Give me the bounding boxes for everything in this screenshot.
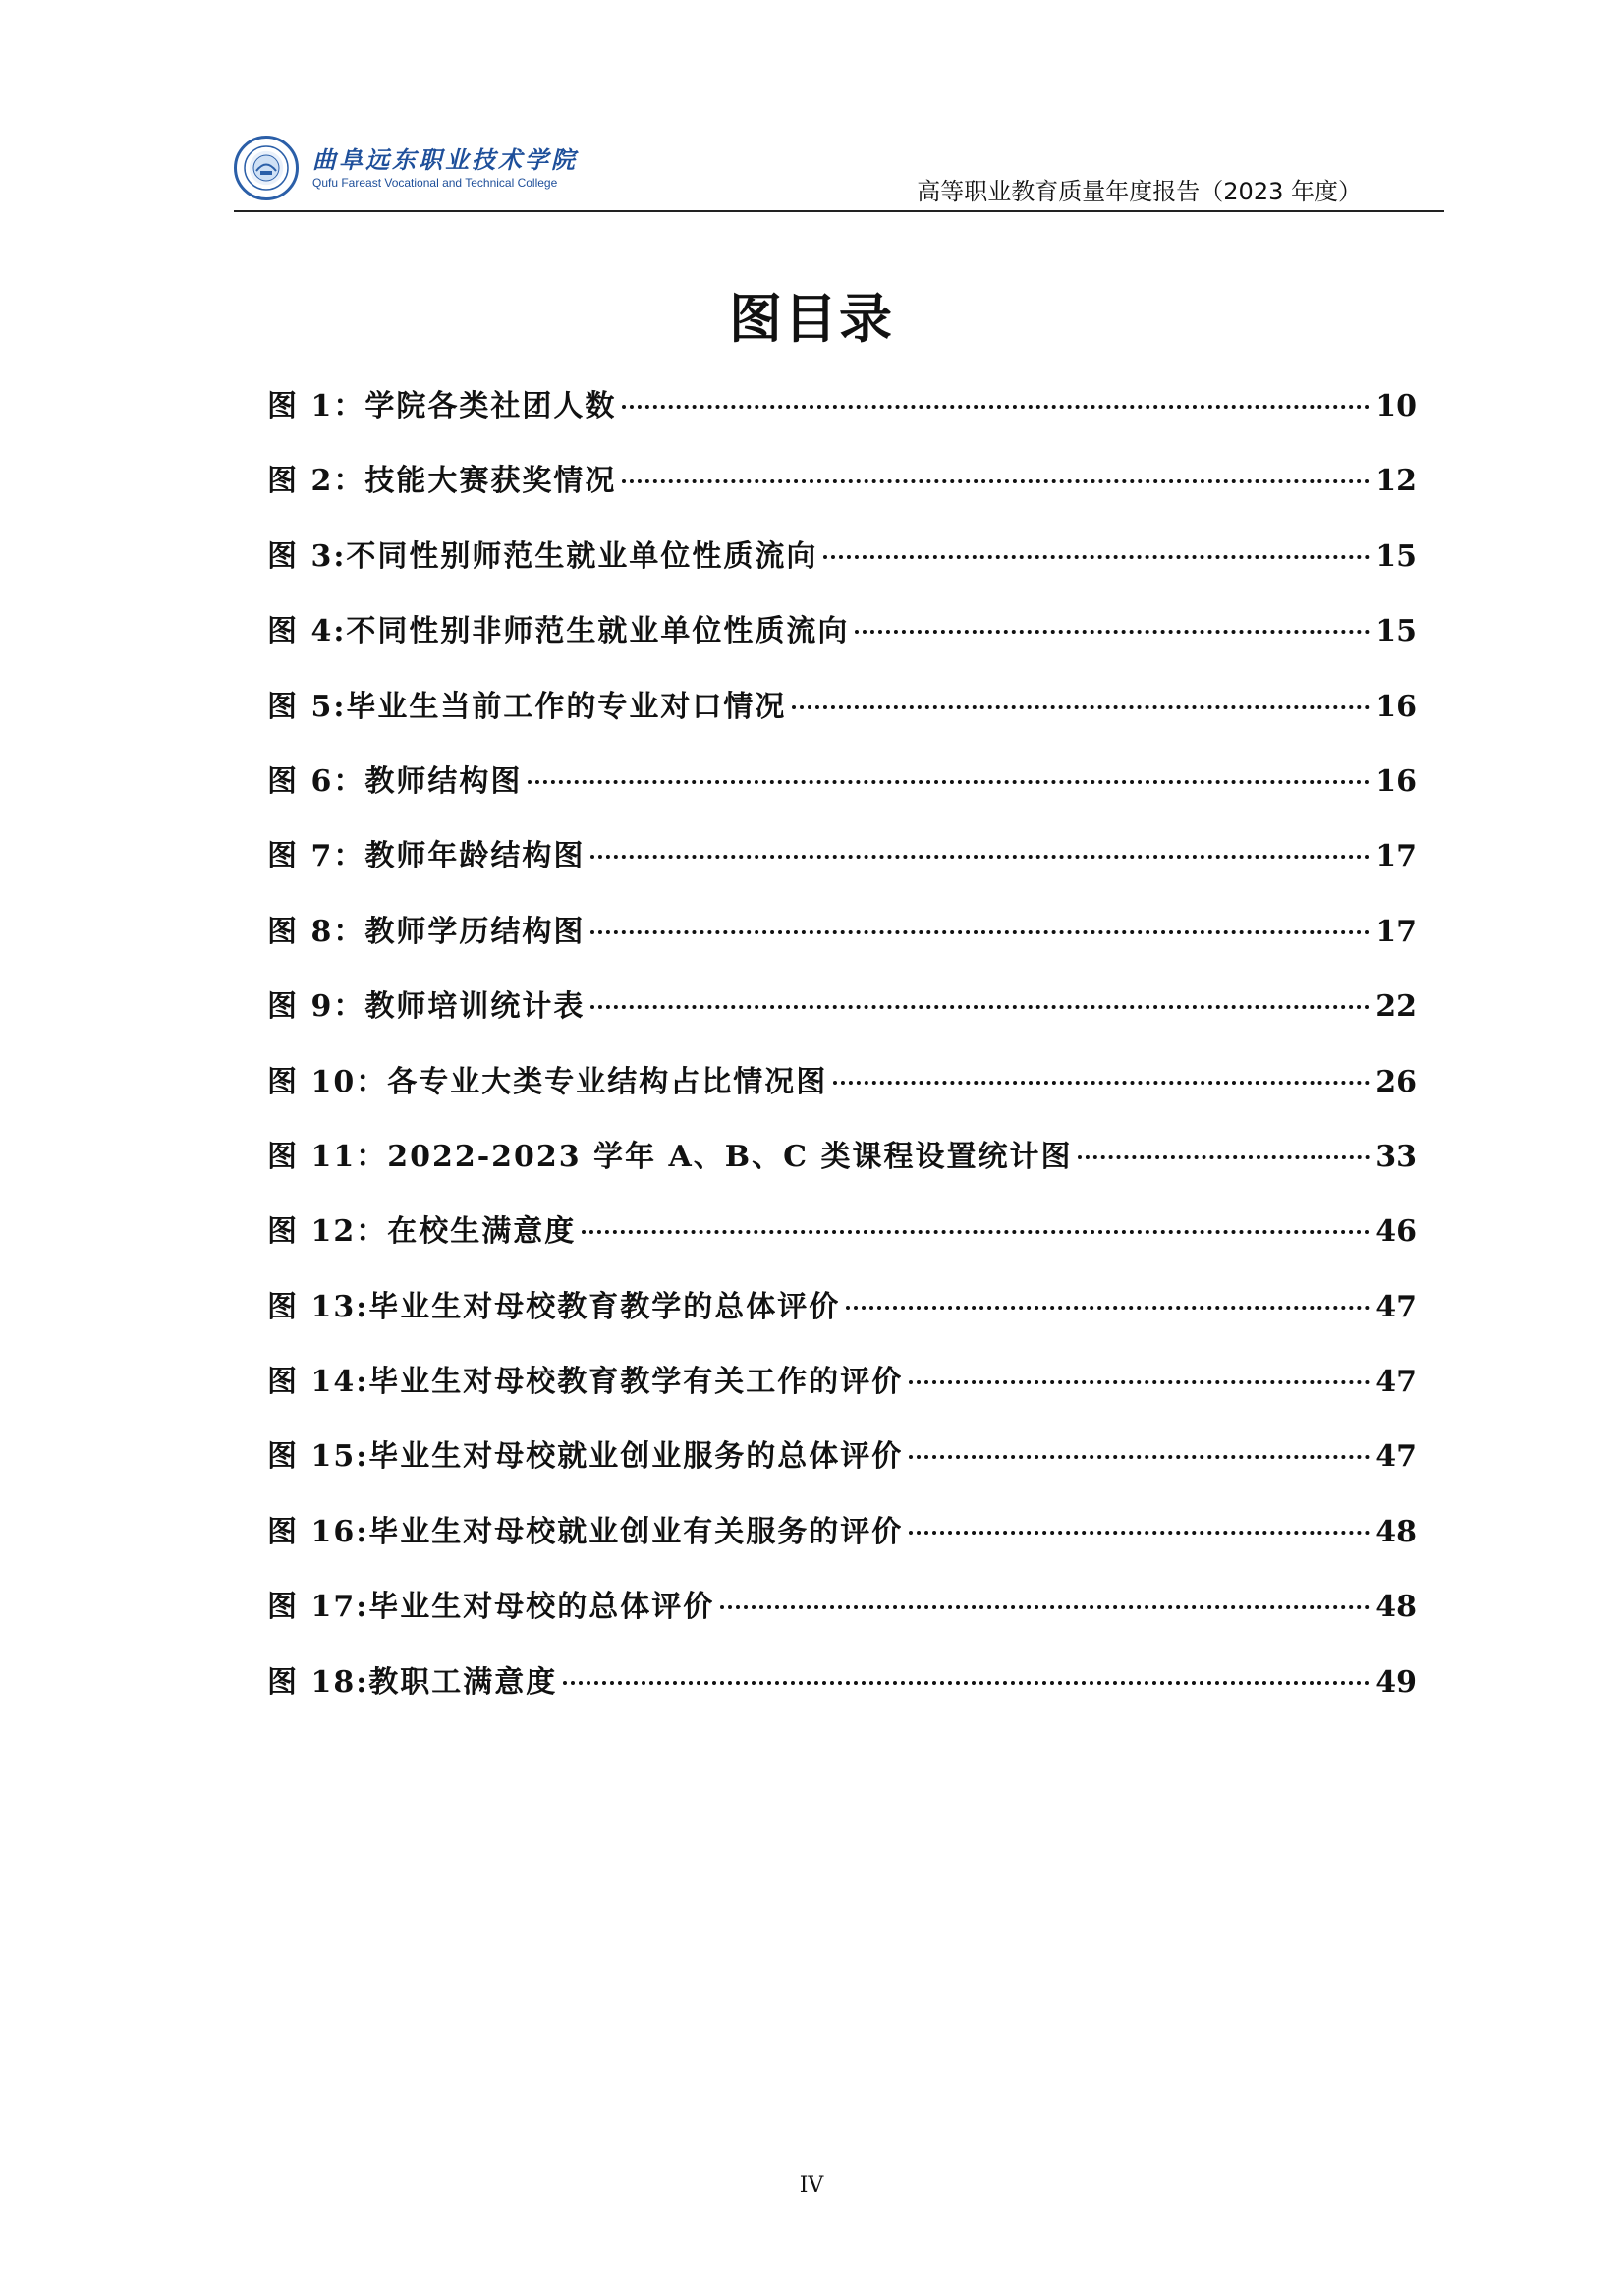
college-seal-icon xyxy=(234,136,299,200)
toc-entry[interactable] xyxy=(267,1206,1417,1281)
dot-leader xyxy=(590,930,1370,934)
dot-leader xyxy=(1078,1155,1370,1159)
toc-entry-label: 图 3:不同性别师范生就业单位性质流向 xyxy=(267,538,818,574)
figure-list xyxy=(267,381,1417,1732)
toc-entry[interactable] xyxy=(267,606,1417,681)
toc-entry-page: 47 xyxy=(1375,1439,1417,1475)
dot-leader xyxy=(582,1230,1370,1234)
toc-entry-page: 48 xyxy=(1375,1514,1417,1549)
toc-entry-label: 图 8：教师学历结构图 xyxy=(267,914,586,949)
toc-entry-label: 图 12：在校生满意度 xyxy=(267,1214,577,1250)
dot-leader xyxy=(855,630,1370,634)
toc-title: 图目录 xyxy=(729,288,894,350)
logo-text xyxy=(312,145,578,191)
toc-entry[interactable] xyxy=(267,981,1417,1056)
toc-entry[interactable] xyxy=(267,1282,1417,1357)
college-name-en: Qufu Fareast Vocational and Technical College xyxy=(312,176,558,190)
toc-entry-page: 15 xyxy=(1375,538,1417,574)
toc-entry-page: 15 xyxy=(1375,614,1417,649)
dot-leader xyxy=(909,1380,1370,1384)
toc-entry-label: 图 4:不同性别非师范生就业单位性质流向 xyxy=(267,614,850,649)
dot-leader xyxy=(622,479,1370,483)
toc-entry[interactable] xyxy=(267,756,1417,831)
toc-entry-page: 49 xyxy=(1375,1664,1417,1700)
dot-leader xyxy=(833,1081,1370,1085)
toc-entry-label: 图 6：教师结构图 xyxy=(267,763,523,799)
toc-entry-label: 图 11：2022-2023 学年 A、B、C 类课程设置统计图 xyxy=(267,1139,1073,1174)
toc-entry-page: 26 xyxy=(1375,1064,1417,1099)
toc-entry-label: 图 10：各专业大类专业结构占比情况图 xyxy=(267,1064,828,1099)
page-header xyxy=(234,128,1444,212)
college-logo xyxy=(234,134,578,202)
toc-entry-page: 48 xyxy=(1375,1590,1417,1625)
toc-entry-label: 图 14:毕业生对母校教育教学有关工作的评价 xyxy=(267,1365,904,1400)
toc-entry[interactable] xyxy=(267,831,1417,906)
dot-leader xyxy=(528,780,1370,784)
toc-entry[interactable] xyxy=(267,1657,1417,1732)
toc-entry-label: 图 15:毕业生对母校就业创业服务的总体评价 xyxy=(267,1439,904,1475)
toc-entry[interactable] xyxy=(267,532,1417,606)
toc-entry-label: 图 1：学院各类社团人数 xyxy=(267,389,617,423)
seal-emblem-icon xyxy=(237,139,296,197)
toc-entry[interactable] xyxy=(267,1582,1417,1656)
dot-leader xyxy=(590,1005,1370,1009)
dot-leader xyxy=(590,855,1370,859)
toc-entry-page: 33 xyxy=(1375,1139,1417,1174)
toc-entry-page: 12 xyxy=(1375,464,1417,499)
toc-entry-page: 46 xyxy=(1375,1214,1417,1250)
toc-entry[interactable] xyxy=(267,907,1417,981)
report-title: 高等职业教育质量年度报告（2023 年度） xyxy=(917,178,1362,205)
toc-entry-page: 16 xyxy=(1375,689,1417,724)
toc-entry[interactable] xyxy=(267,682,1417,756)
page-number: IV xyxy=(799,2173,824,2198)
toc-entry-page: 16 xyxy=(1375,763,1417,799)
dot-leader xyxy=(720,1605,1370,1609)
toc-entry-page: 47 xyxy=(1375,1289,1417,1324)
toc-entry-label: 图 5:毕业生当前工作的专业对口情况 xyxy=(267,689,787,724)
toc-entry-label: 图 18:教职工满意度 xyxy=(267,1664,558,1700)
dot-leader xyxy=(846,1306,1370,1310)
toc-entry[interactable] xyxy=(267,456,1417,531)
toc-entry[interactable] xyxy=(267,1357,1417,1431)
toc-entry-page: 10 xyxy=(1375,389,1417,423)
dot-leader xyxy=(909,1455,1370,1459)
toc-entry-page: 17 xyxy=(1375,914,1417,949)
toc-entry-page: 47 xyxy=(1375,1365,1417,1400)
dot-leader xyxy=(563,1681,1370,1685)
toc-entry[interactable] xyxy=(267,1057,1417,1132)
toc-entry-page: 22 xyxy=(1375,989,1417,1025)
dot-leader xyxy=(823,555,1370,559)
toc-entry[interactable] xyxy=(267,381,1417,456)
dot-leader xyxy=(792,705,1370,709)
toc-entry[interactable] xyxy=(267,1132,1417,1206)
toc-entry-label: 图 17:毕业生对母校的总体评价 xyxy=(267,1590,715,1625)
toc-entry-label: 图 2：技能大赛获奖情况 xyxy=(267,464,617,499)
toc-entry-page: 17 xyxy=(1375,839,1417,874)
dot-leader xyxy=(909,1531,1370,1535)
toc-entry-label: 图 13:毕业生对母校教育教学的总体评价 xyxy=(267,1289,841,1324)
toc-entry-label: 图 7：教师年龄结构图 xyxy=(267,839,586,874)
college-name-cn: 曲阜远东职业技术学院 xyxy=(312,145,578,174)
toc-entry[interactable] xyxy=(267,1507,1417,1582)
toc-entry-label: 图 9：教师培训统计表 xyxy=(267,989,586,1025)
toc-entry-label: 图 16:毕业生对母校就业创业有关服务的评价 xyxy=(267,1514,904,1549)
toc-entry[interactable] xyxy=(267,1431,1417,1506)
dot-leader xyxy=(622,405,1370,409)
